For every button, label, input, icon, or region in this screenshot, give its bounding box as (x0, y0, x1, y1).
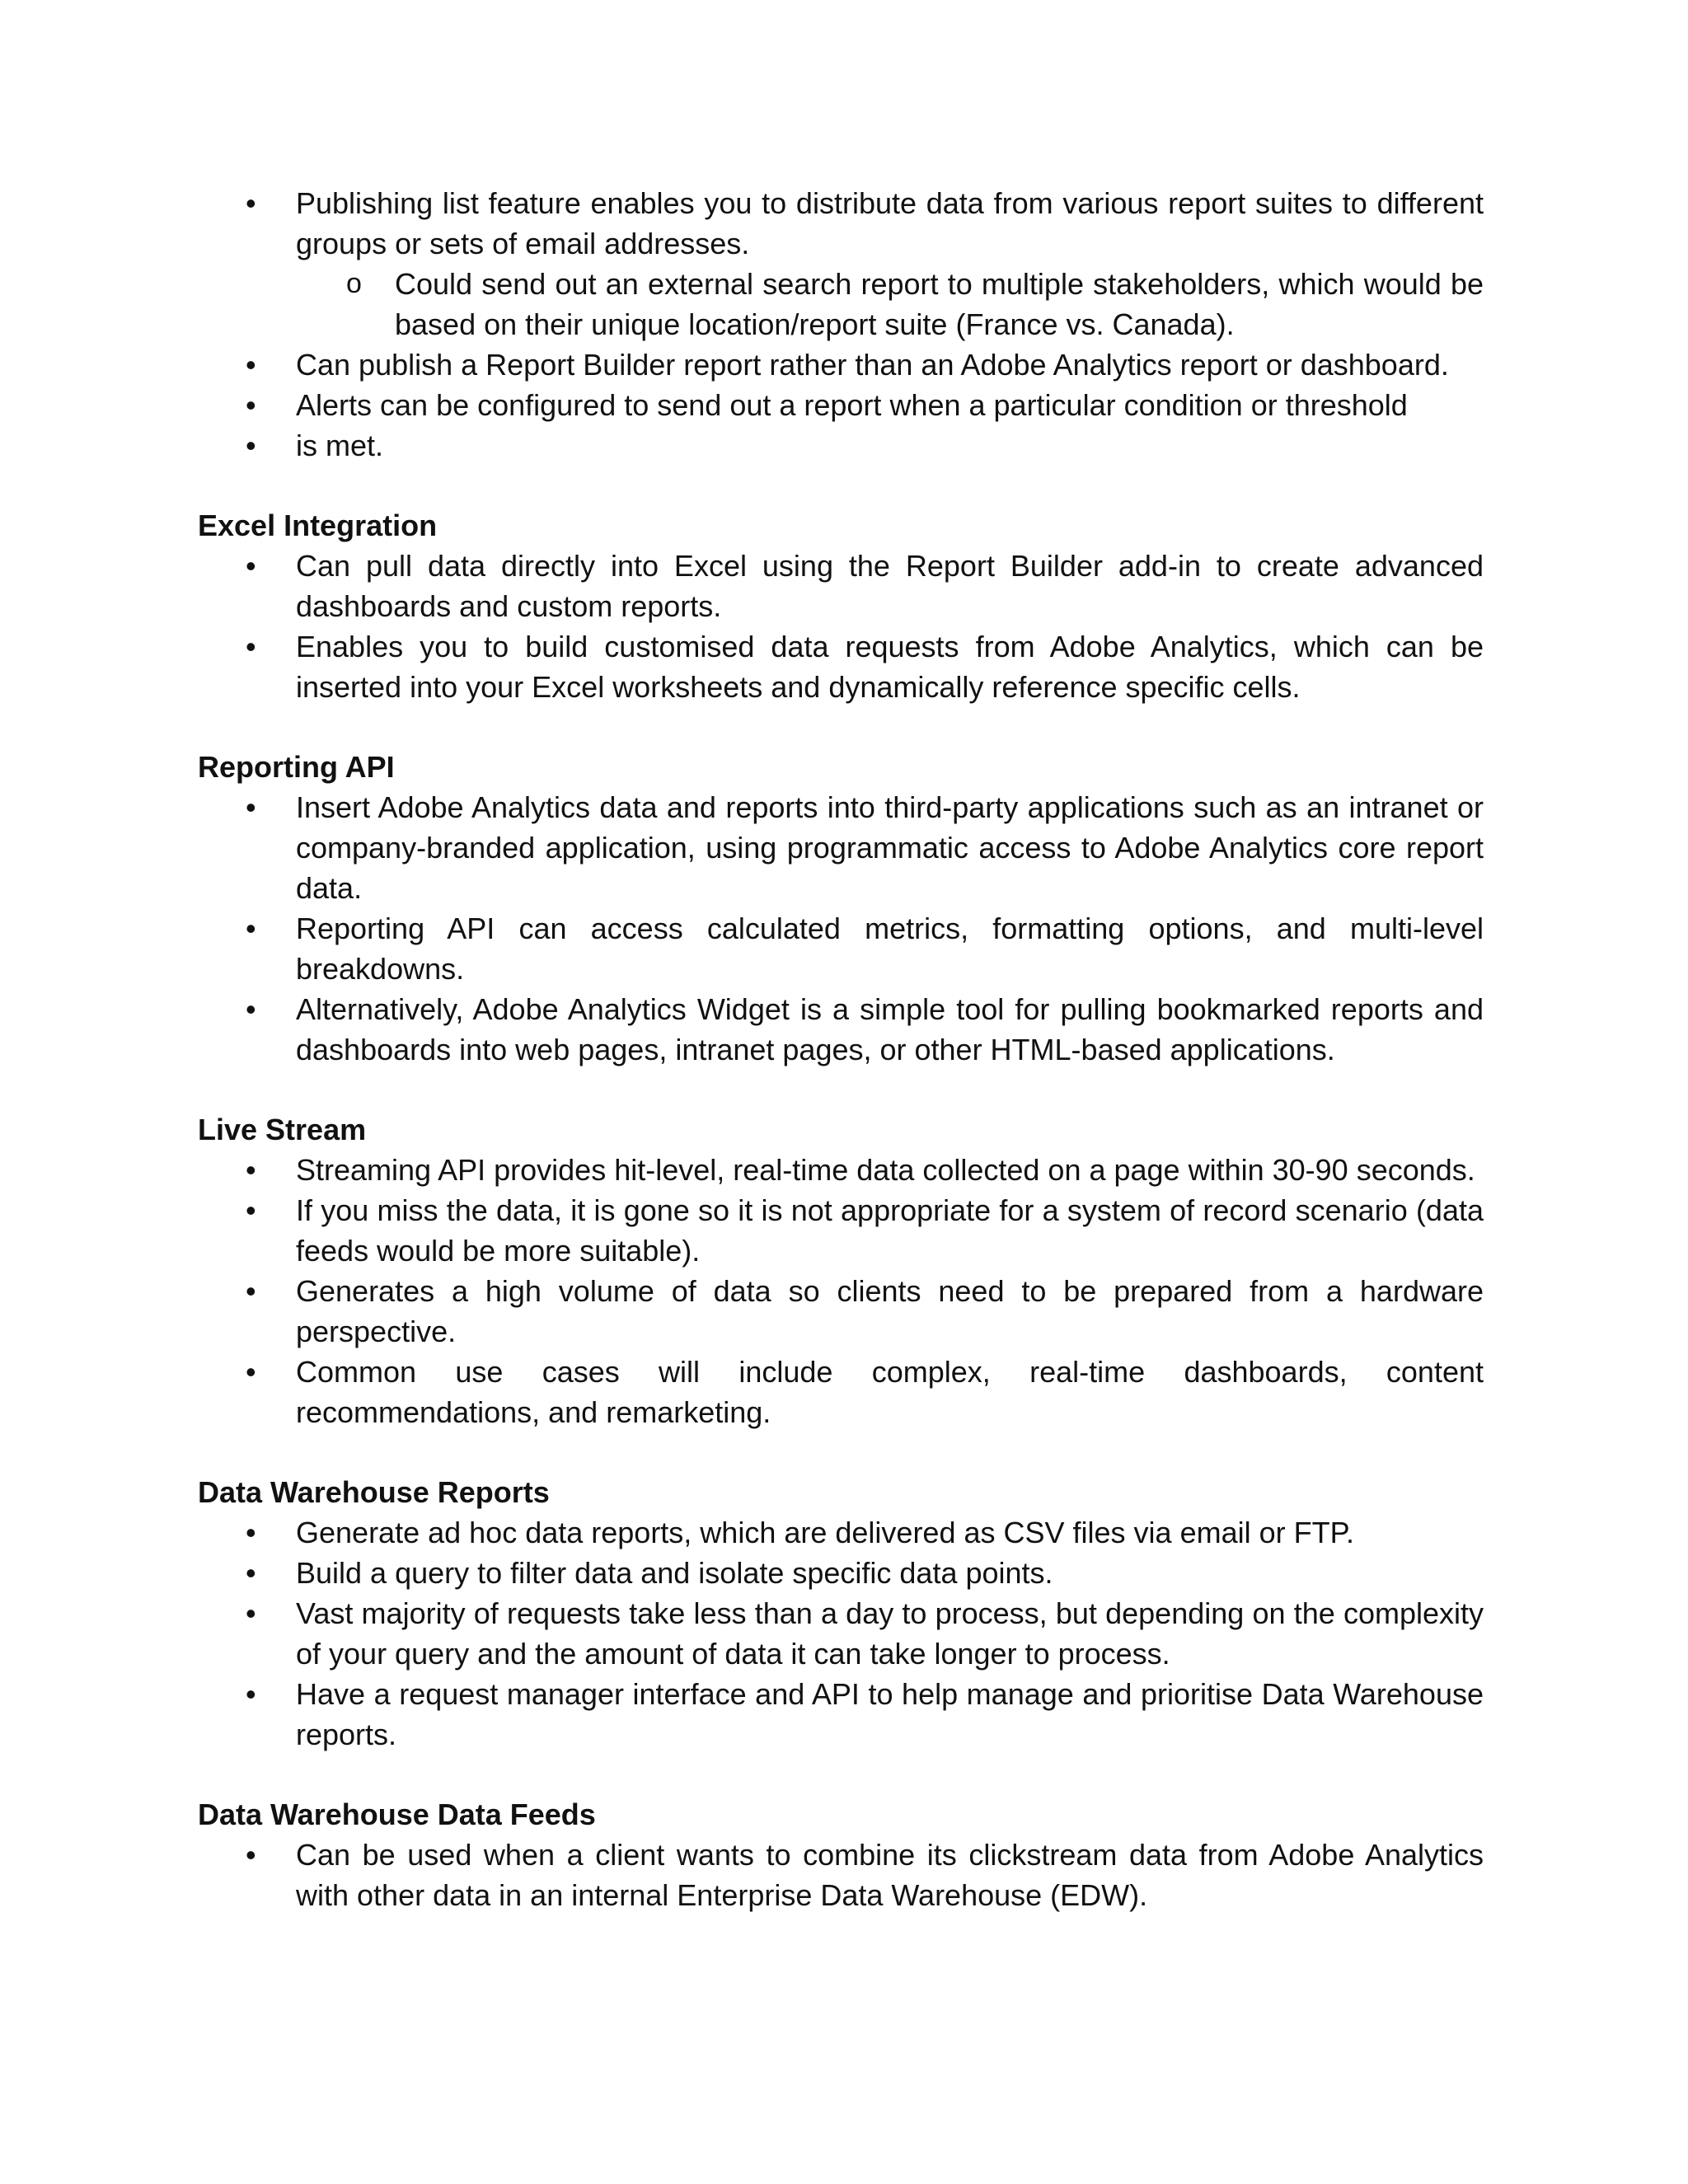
list-item-text: Vast majority of requests take less than a day to process, but depending on the complexity of your query and the amount of data it can take longer to process. (296, 1596, 1484, 1671)
list-item-text: Enables you to build customised data requests from Adobe Analytics, which can be inserted into your Excel worksheets and dynamically reference specific cells. (296, 630, 1484, 704)
list-item (198, 546, 1484, 626)
section-spacer (198, 1070, 1484, 1109)
bullet-icon: • (246, 630, 256, 663)
list-item (198, 1352, 1484, 1432)
list-item (198, 787, 1484, 908)
list-item-text: Generate ad hoc data reports, which are delivered as CSV files via email or FTP. (296, 1516, 1354, 1549)
list-item-text: Have a request manager interface and API to help manage and prioritise Data Warehouse reports. (296, 1677, 1484, 1751)
list-item (198, 1190, 1484, 1271)
list-item-text: Can be used when a client wants to combine its clickstream data from Adobe Analytics with other data in an internal Enterprise Data Warehouse (EDW). (296, 1838, 1484, 1912)
bullet-icon: • (246, 1516, 256, 1549)
bullet-icon: • (246, 549, 256, 583)
bullet-icon: • (246, 1677, 256, 1711)
bullet-icon: • (246, 1596, 256, 1630)
data-warehouse-data-feeds-list (198, 1835, 1484, 1915)
bullet-icon: • (246, 348, 256, 382)
bullet-icon: • (246, 1153, 256, 1187)
bullet-icon: • (246, 790, 256, 824)
sub-list-item-text: Could send out an external search report to multiple stakeholders, which would be based on their unique location/report suite (France vs. Canada). (395, 267, 1484, 341)
list-item (198, 344, 1484, 385)
bullet-icon: • (246, 388, 256, 422)
section-spacer (198, 707, 1484, 747)
list-item (198, 1512, 1484, 1553)
bullet-icon: • (246, 1838, 256, 1872)
list-item-text: Alternatively, Adobe Analytics Widget is a simple tool for pulling bookmarked reports and dashboards into web pages, intranet pages, or other HTML-based applications. (296, 992, 1484, 1066)
reporting-api-list (198, 787, 1484, 1070)
list-item-text: If you miss the data, it is gone so it is not appropriate for a system of record scenario (data feeds would be more suitable). (296, 1193, 1484, 1268)
section-heading-data-warehouse-reports: Data Warehouse Reports (198, 1475, 550, 1509)
list-item-text: Insert Adobe Analytics data and reports into third-party applications such as an intranet or company-branded application, using programmatic access to Adobe Analytics core report data. (296, 790, 1484, 905)
list-item (198, 1593, 1484, 1674)
section-spacer (198, 1432, 1484, 1472)
list-item-text: Streaming API provides hit-level, real-time data collected on a page within 30-90 seconds. (296, 1153, 1475, 1187)
list-item (198, 385, 1484, 425)
section-heading-excel-integration: Excel Integration (198, 509, 438, 542)
bullet-icon: • (246, 1274, 256, 1308)
list-item-text: Alerts can be configured to send out a report when a particular condition or threshold (296, 388, 1408, 422)
document-content (198, 183, 1484, 1915)
list-item (198, 425, 1484, 466)
list-item-text: Can pull data directly into Excel using the Report Builder add-in to create advanced dashboards and custom reports. (296, 549, 1484, 623)
list-item-text: Generates a high volume of data so clients need to be prepared from a hardware perspective. (296, 1274, 1484, 1348)
list-item-text: Common use cases will include complex, real-time dashboards, content recommendations, and remarketing. (296, 1355, 1484, 1429)
section-heading-data-warehouse-data-feeds: Data Warehouse Data Feeds (198, 1797, 596, 1831)
intro-list (198, 183, 1484, 466)
list-item-text: Reporting API can access calculated metrics, formatting options, and multi-level breakdowns. (296, 912, 1484, 986)
section-spacer (198, 466, 1484, 505)
list-item (198, 1674, 1484, 1755)
bullet-icon: • (246, 1355, 256, 1389)
bullet-icon: • (246, 1556, 256, 1590)
list-item-text: Build a query to filter data and isolate specific data points. (296, 1556, 1053, 1590)
list-item (198, 1150, 1484, 1190)
list-item-text: Can publish a Report Builder report rather than an Adobe Analytics report or dashboard. (296, 348, 1449, 382)
list-item (198, 1271, 1484, 1352)
circle-bullet-icon: o (346, 268, 362, 299)
data-warehouse-reports-list (198, 1512, 1484, 1755)
list-item (198, 908, 1484, 989)
bullet-icon: • (246, 429, 256, 462)
list-item (198, 989, 1484, 1070)
list-item (198, 1835, 1484, 1915)
excel-integration-list (198, 546, 1484, 707)
section-heading-reporting-api: Reporting API (198, 750, 395, 784)
list-item (198, 626, 1484, 707)
live-stream-list (198, 1150, 1484, 1432)
bullet-icon: • (246, 186, 256, 220)
list-item (198, 1553, 1484, 1593)
bullet-icon: • (246, 912, 256, 945)
bullet-icon: • (246, 992, 256, 1026)
list-item (198, 183, 1484, 344)
section-spacer (198, 1755, 1484, 1794)
sub-list-item (296, 264, 1484, 344)
list-item-text: is met. (296, 429, 384, 462)
sub-list (296, 264, 1484, 344)
bullet-icon: • (246, 1193, 256, 1227)
section-heading-live-stream: Live Stream (198, 1113, 367, 1146)
list-item-text: Publishing list feature enables you to distribute data from various report suites to different groups or sets of email addresses. (296, 186, 1484, 260)
